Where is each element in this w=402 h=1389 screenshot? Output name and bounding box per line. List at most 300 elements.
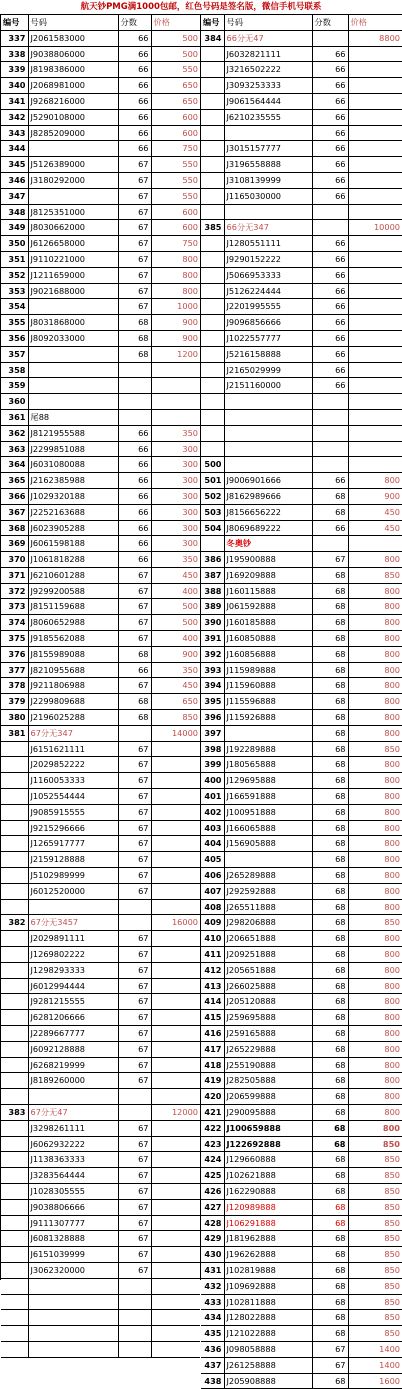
score-cell: 66 — [118, 125, 151, 141]
score-cell: 66 — [312, 46, 348, 62]
price-cell: 800 — [348, 1026, 402, 1042]
row-number: 360 — [1, 394, 28, 410]
table-row — [201, 488, 402, 504]
price-cell: 850 — [348, 1262, 402, 1278]
price-cell: 800 — [348, 552, 402, 568]
price-cell: 800 — [348, 836, 402, 852]
table-row — [1, 267, 200, 283]
score-cell: 66 — [312, 267, 348, 283]
table-row — [1, 1104, 200, 1120]
table-row — [201, 773, 402, 789]
code-cell: J266025888 — [224, 978, 312, 994]
price-cell: 800 — [348, 994, 402, 1010]
price-cell: 800 — [348, 599, 402, 615]
table-row — [1, 346, 200, 362]
price-cell: 800 — [348, 978, 402, 994]
price-cell: 16000 — [151, 915, 200, 931]
price-cell: 800 — [348, 1089, 402, 1105]
price-cell — [151, 1326, 200, 1342]
code-cell: J3283564444 — [28, 1168, 118, 1184]
row-number: 340 — [1, 78, 28, 94]
price-cell: 800 — [348, 868, 402, 884]
table-row — [201, 236, 402, 252]
score-cell: 67 — [118, 251, 151, 267]
score-cell: 68 — [312, 1057, 348, 1073]
code-cell: J102811888 — [224, 1294, 312, 1310]
score-cell: 66 — [312, 251, 348, 267]
row-number: 401 — [201, 789, 224, 805]
score-cell: 66 — [118, 425, 151, 441]
price-cell — [348, 62, 402, 78]
score-cell: 68 — [312, 899, 348, 915]
row-number — [201, 315, 224, 331]
table-row — [201, 425, 402, 441]
score-cell: 68 — [312, 962, 348, 978]
table-row — [201, 1057, 402, 1073]
code-cell: J162290888 — [224, 1183, 312, 1199]
score-cell: 66 — [118, 441, 151, 457]
price-cell — [348, 299, 402, 315]
row-number: 429 — [201, 1231, 224, 1247]
score-cell: 68 — [312, 567, 348, 583]
score-cell: 67 — [118, 931, 151, 947]
price-cell: 500 — [151, 599, 200, 615]
score-cell: 67 — [118, 994, 151, 1010]
score-cell: 66 — [118, 78, 151, 94]
page-title: 航天钞PMG满1000包邮，红色号码是签名版，微信手机号联系 — [80, 2, 322, 12]
code-cell — [224, 457, 312, 473]
price-cell: 850 — [348, 1183, 402, 1199]
header-no: 编号 — [201, 15, 224, 30]
code-cell: J265289888 — [224, 868, 312, 884]
code-cell: J8162989666 — [224, 488, 312, 504]
score-cell: 68 — [312, 1231, 348, 1247]
row-number: 342 — [1, 109, 28, 125]
score-cell: 66 — [312, 346, 348, 362]
score-cell: 66 — [312, 362, 348, 378]
price-cell: 800 — [348, 757, 402, 773]
row-number: 373 — [1, 599, 28, 615]
table-row — [201, 1089, 402, 1105]
table-row — [201, 725, 402, 741]
price-cell — [348, 141, 402, 157]
score-cell: 67 — [118, 267, 151, 283]
table-row — [201, 804, 402, 820]
code-cell: J2029852222 — [28, 757, 118, 773]
table-row — [1, 947, 200, 963]
row-number: 388 — [201, 583, 224, 599]
price-cell: 850 — [348, 1278, 402, 1294]
score-cell: 68 — [312, 678, 348, 694]
header-score: 分数 — [118, 15, 151, 30]
price-cell — [151, 1089, 200, 1105]
code-cell: J298206888 — [224, 915, 312, 931]
score-cell: 66 — [118, 141, 151, 157]
score-cell: 66 — [312, 141, 348, 157]
table-row — [1, 78, 200, 94]
score-cell: 68 — [312, 915, 348, 931]
price-cell: 800 — [348, 883, 402, 899]
score-cell: 68 — [312, 725, 348, 741]
score-cell: 66 — [312, 378, 348, 394]
price-cell: 800 — [348, 1041, 402, 1057]
score-cell: 67 — [118, 236, 151, 252]
price-cell — [348, 188, 402, 204]
code-cell — [28, 141, 118, 157]
table-row — [201, 520, 402, 536]
price-cell: 800 — [348, 1010, 402, 1026]
code-cell: J1029320188 — [28, 488, 118, 504]
table-row — [1, 1120, 200, 1136]
score-cell: 68 — [312, 504, 348, 520]
code-cell: J6032821111 — [224, 46, 312, 62]
code-cell: J1138363333 — [28, 1152, 118, 1168]
row-number: 431 — [201, 1262, 224, 1278]
table-row — [1, 1152, 200, 1168]
table-row — [201, 157, 402, 173]
row-number: 399 — [201, 757, 224, 773]
row-number — [1, 1041, 28, 1057]
row-number — [1, 931, 28, 947]
price-cell: 450 — [151, 567, 200, 583]
table-row — [1, 710, 200, 726]
table-row — [201, 899, 402, 915]
table-row — [1, 789, 200, 805]
price-cell — [151, 931, 200, 947]
row-number — [201, 409, 224, 425]
score-cell: 67 — [118, 583, 151, 599]
price-cell: 750 — [151, 141, 200, 157]
row-number: 381 — [1, 725, 28, 741]
table-row — [1, 994, 200, 1010]
code-cell: J8198386000 — [28, 62, 118, 78]
code-cell — [224, 125, 312, 141]
score-cell: 67 — [118, 283, 151, 299]
table-row — [201, 125, 402, 141]
row-number — [201, 78, 224, 94]
table-row — [201, 567, 402, 583]
row-number: 411 — [201, 947, 224, 963]
code-cell: J2029891111 — [28, 931, 118, 947]
table-row — [1, 172, 200, 188]
code-cell: J9185562088 — [28, 631, 118, 647]
code-cell: J9111307777 — [28, 1215, 118, 1231]
table-row — [201, 378, 402, 394]
row-number: 361 — [1, 409, 28, 425]
price-cell: 900 — [151, 330, 200, 346]
table-row — [1, 299, 200, 315]
code-cell: J1160053333 — [28, 773, 118, 789]
table-row — [201, 1120, 402, 1136]
code-cell: J166591888 — [224, 789, 312, 805]
row-number: 419 — [201, 1073, 224, 1089]
price-cell — [151, 1199, 200, 1215]
row-number: 414 — [201, 994, 224, 1010]
score-cell: 67 — [118, 1120, 151, 1136]
price-cell — [151, 741, 200, 757]
table-row — [201, 409, 402, 425]
score-cell — [118, 1341, 151, 1357]
price-cell: 800 — [151, 283, 200, 299]
table-row — [1, 536, 200, 552]
table-row — [201, 646, 402, 662]
score-cell: 68 — [312, 883, 348, 899]
score-cell: 67 — [118, 741, 151, 757]
row-number: 396 — [201, 710, 224, 726]
price-cell — [151, 820, 200, 836]
table-row — [201, 536, 402, 552]
price-cell — [348, 315, 402, 331]
score-cell: 66 — [118, 662, 151, 678]
price-cell: 850 — [348, 741, 402, 757]
table-row — [201, 962, 402, 978]
table-row — [201, 1247, 402, 1263]
score-cell: 68 — [312, 1262, 348, 1278]
price-cell — [348, 109, 402, 125]
row-number — [1, 978, 28, 994]
table-row — [201, 283, 402, 299]
price-cell — [348, 409, 402, 425]
score-cell: 66 — [312, 78, 348, 94]
price-cell — [151, 1120, 200, 1136]
score-cell — [118, 1089, 151, 1105]
table-row — [201, 220, 402, 236]
row-number: 346 — [1, 172, 28, 188]
code-cell: J122692888 — [224, 1136, 312, 1152]
table-row — [1, 30, 200, 46]
table-row — [1, 757, 200, 773]
price-cell: 600 — [151, 125, 200, 141]
table-row — [201, 1326, 402, 1342]
score-cell: 67 — [118, 1152, 151, 1168]
score-cell: 67 — [118, 631, 151, 647]
code-cell: J5102989999 — [28, 868, 118, 884]
table-row — [201, 583, 402, 599]
price-cell: 800 — [348, 1057, 402, 1073]
score-cell: 68 — [312, 1183, 348, 1199]
score-cell: 67 — [118, 789, 151, 805]
price-cell: 900 — [151, 315, 200, 331]
row-number — [1, 1247, 28, 1263]
code-cell: J160185888 — [224, 615, 312, 631]
table-row — [201, 78, 402, 94]
score-cell: 66 — [312, 157, 348, 173]
price-cell — [151, 409, 200, 425]
price-cell — [348, 536, 402, 552]
table-row — [201, 1262, 402, 1278]
table-row — [201, 631, 402, 647]
row-number: 427 — [201, 1199, 224, 1215]
code-cell: J205651888 — [224, 962, 312, 978]
table-row — [201, 330, 402, 346]
price-cell: 300 — [151, 520, 200, 536]
row-number — [1, 804, 28, 820]
score-cell — [118, 1104, 151, 1120]
row-number: 402 — [201, 804, 224, 820]
code-cell: J1265917777 — [28, 836, 118, 852]
table-row — [201, 868, 402, 884]
table-row — [1, 394, 200, 410]
table-row — [201, 978, 402, 994]
score-cell: 68 — [312, 1294, 348, 1310]
price-cell: 800 — [348, 710, 402, 726]
price-cell: 800 — [348, 852, 402, 868]
code-cell: J8210955688 — [28, 662, 118, 678]
score-cell: 67 — [118, 1136, 151, 1152]
table-row — [1, 1294, 200, 1310]
score-cell: 67 — [118, 1057, 151, 1073]
table-row — [1, 141, 200, 157]
code-cell: J2299851088 — [28, 441, 118, 457]
price-cell: 350 — [151, 662, 200, 678]
price-cell — [151, 1026, 200, 1042]
table-row — [1, 62, 200, 78]
table-row — [201, 188, 402, 204]
price-cell: 1200 — [151, 346, 200, 362]
code-cell: J2289667777 — [28, 1026, 118, 1042]
table-row — [1, 915, 200, 931]
row-number: 343 — [1, 125, 28, 141]
code-cell: J2162385988 — [28, 473, 118, 489]
left-table-panel — [0, 14, 200, 1280]
price-cell — [348, 441, 402, 457]
row-number — [201, 141, 224, 157]
price-cell — [348, 346, 402, 362]
table-row — [1, 678, 200, 694]
code-cell: J1165030000 — [224, 188, 312, 204]
row-number: 395 — [201, 694, 224, 710]
price-cell: 900 — [348, 488, 402, 504]
row-number — [1, 1199, 28, 1215]
row-number: 345 — [1, 157, 28, 173]
price-cell: 850 — [151, 710, 200, 726]
code-cell: J3180292000 — [28, 172, 118, 188]
code-cell: J9290152222 — [224, 251, 312, 267]
table-row — [201, 30, 402, 46]
score-cell: 68 — [312, 615, 348, 631]
price-cell: 550 — [151, 62, 200, 78]
row-number: 435 — [201, 1326, 224, 1342]
score-cell: 67 — [118, 157, 151, 173]
score-cell: 68 — [312, 1168, 348, 1184]
price-cell: 850 — [348, 1231, 402, 1247]
table-row — [1, 283, 200, 299]
score-cell: 67 — [118, 599, 151, 615]
table-row — [201, 741, 402, 757]
table-row — [201, 1341, 402, 1357]
score-cell: 67 — [118, 1183, 151, 1199]
row-number: 390 — [201, 615, 224, 631]
price-cell: 850 — [348, 1136, 402, 1152]
table-row — [1, 473, 200, 489]
code-cell: J129695888 — [224, 773, 312, 789]
score-cell: 66 — [312, 473, 348, 489]
price-sheet — [0, 14, 402, 1386]
row-number: 503 — [201, 504, 224, 520]
price-cell — [151, 1041, 200, 1057]
price-cell — [348, 157, 402, 173]
table-row — [1, 852, 200, 868]
row-number: 433 — [201, 1294, 224, 1310]
score-cell: 67 — [118, 172, 151, 188]
score-cell: 68 — [312, 1199, 348, 1215]
row-number — [1, 1057, 28, 1073]
row-number: 394 — [201, 678, 224, 694]
score-cell: 68 — [312, 1026, 348, 1042]
code-cell: J9038806666 — [28, 1199, 118, 1215]
row-number — [1, 1278, 28, 1294]
row-number: 430 — [201, 1247, 224, 1263]
score-cell: 66 — [118, 457, 151, 473]
price-cell: 800 — [348, 1073, 402, 1089]
score-cell: 68 — [312, 1310, 348, 1326]
table-row — [201, 789, 402, 805]
row-number — [1, 1089, 28, 1105]
row-number: 347 — [1, 188, 28, 204]
score-cell: 68 — [312, 804, 348, 820]
table-row — [201, 947, 402, 963]
score-cell — [312, 30, 348, 46]
table-row — [201, 172, 402, 188]
code-cell: J9038806000 — [28, 46, 118, 62]
price-cell — [348, 457, 402, 473]
code-cell: J9096856666 — [224, 315, 312, 331]
price-cell: 750 — [151, 236, 200, 252]
table-row — [1, 583, 200, 599]
row-number — [1, 1341, 28, 1357]
row-number: 406 — [201, 868, 224, 884]
row-number: 364 — [1, 457, 28, 473]
table-row — [1, 962, 200, 978]
price-cell — [348, 394, 402, 410]
code-cell: J9061564444 — [224, 93, 312, 109]
row-number — [201, 62, 224, 78]
table-row — [1, 330, 200, 346]
score-cell — [118, 725, 151, 741]
row-number: 367 — [1, 504, 28, 520]
code-cell: J3015157777 — [224, 141, 312, 157]
price-cell: 1000 — [151, 299, 200, 315]
code-cell: J121022888 — [224, 1326, 312, 1342]
row-number: 434 — [201, 1310, 224, 1326]
row-number: 372 — [1, 583, 28, 599]
table-row — [1, 488, 200, 504]
code-cell: J6268219999 — [28, 1057, 118, 1073]
row-number: 504 — [201, 520, 224, 536]
score-cell: 67 — [118, 836, 151, 852]
row-number: 389 — [201, 599, 224, 615]
table-row — [1, 251, 200, 267]
row-number — [201, 267, 224, 283]
price-cell: 450 — [151, 678, 200, 694]
price-cell: 800 — [348, 662, 402, 678]
score-cell: 68 — [312, 488, 348, 504]
price-cell: 650 — [151, 78, 200, 94]
code-cell: 67分无47 — [28, 1104, 118, 1120]
row-number — [1, 1326, 28, 1342]
row-number: 386 — [201, 552, 224, 568]
price-cell — [151, 1231, 200, 1247]
row-number — [1, 899, 28, 915]
score-cell: 66 — [118, 552, 151, 568]
table-row — [201, 1310, 402, 1326]
price-cell: 550 — [151, 172, 200, 188]
score-cell — [118, 1294, 151, 1310]
code-cell: J9299200588 — [28, 583, 118, 599]
code-cell — [224, 852, 312, 868]
row-number: 501 — [201, 473, 224, 489]
row-number: 412 — [201, 962, 224, 978]
